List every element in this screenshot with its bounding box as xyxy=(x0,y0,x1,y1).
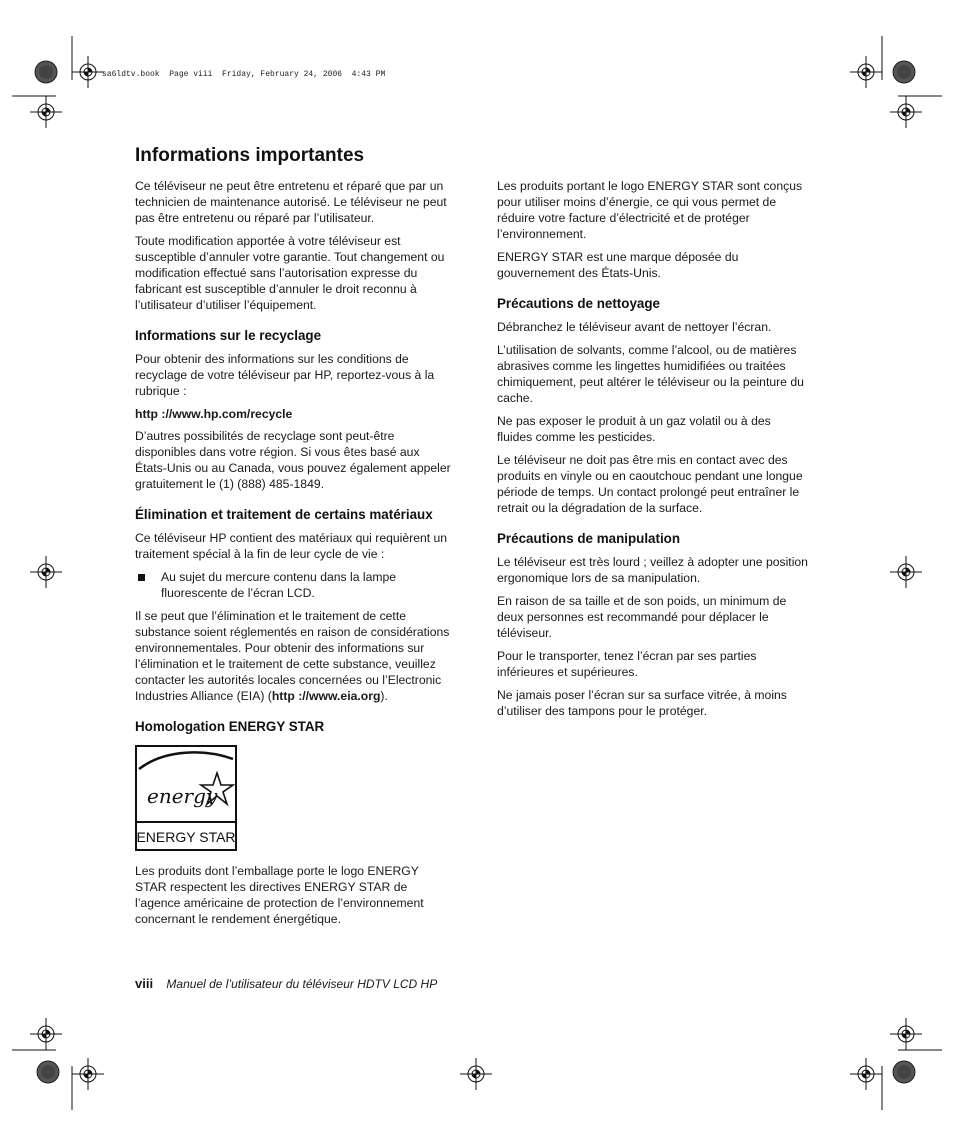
list-item xyxy=(135,569,451,601)
paragraph: Débranchez le téléviseur avant de nettoyer l’écran. xyxy=(497,320,772,334)
right-column xyxy=(497,178,809,726)
section-heading-cleaning: Précautions de nettoyage xyxy=(497,296,660,311)
page-number: viii xyxy=(135,976,154,991)
paragraph: Ce téléviseur HP contient des matériaux qui requièrent un traitement spécial à la fin de leur cycle de vie : xyxy=(135,531,448,561)
paragraph: Ne jamais poser l’écran sur sa surface vitrée, à moins d’utiliser des tampons pour le protéger. xyxy=(497,688,787,718)
eia-url: http ://www.eia.org xyxy=(271,689,381,703)
energy-script-text: energy xyxy=(147,784,218,808)
paragraph: Ne pas exposer le produit à un gaz volatil ou à des fluides comme les pesticides. xyxy=(497,414,771,444)
registration-mark-icon xyxy=(890,556,922,588)
registration-mark-icon xyxy=(850,56,882,88)
document-title: Manuel de l’utilisateur du téléviseur HDTV LCD HP xyxy=(166,977,438,991)
color-dot-icon xyxy=(35,61,57,83)
registration-mark-icon xyxy=(30,556,62,588)
paragraph: Toute modification apportée à votre téléviseur est susceptible d’annuler votre garantie. Tout changement ou modification effectué sans l’autorisation expresse du fabricant est susceptible d’annuler le droit reconnu à l’utilisateur d’utiliser l’équipement. xyxy=(135,234,445,312)
section-heading-handling: Précautions de manipulation xyxy=(497,531,681,546)
paragraph-text: Il se peut que l’élimination et le traitement de cette substance soient réglementés en raison de considérations environnementales. Pour obtenir des informations sur l’élimination et le traitement de cette substance, veuillez contacter les autorités locales concernées ou l’Electronic Industries Alliance (EIA) ( xyxy=(135,609,450,703)
registration-mark-icon xyxy=(850,1058,882,1090)
registration-mark-icon xyxy=(460,1058,492,1090)
paragraph: Pour obtenir des informations sur les conditions de recyclage de votre téléviseur par HP, reportez-vous à la rubrique : xyxy=(135,352,435,398)
page-footer xyxy=(135,976,437,991)
registration-mark-icon xyxy=(72,1058,104,1090)
registration-mark-icon xyxy=(890,1018,922,1050)
left-column xyxy=(135,178,451,934)
paragraph: Les produits dont l’emballage porte le logo ENERGY STAR respectent les directives ENERGY STAR de l’agence américaine de protection de l’environnement concernant le rendement énergétique. xyxy=(135,864,424,926)
energy-star-label: ENERGY STAR xyxy=(136,829,236,845)
paragraph: Le téléviseur ne doit pas être mis en contact avec des produits en vinyle ou en caoutchouc pendant une longue période de temps. Un contact prolongé peut entraîner le retrait ou la dégradation de la surface. xyxy=(497,453,803,515)
paragraph xyxy=(135,608,451,704)
paragraph: En raison de sa taille et de son poids, un minimum de deux personnes est recommandé pour déplacer le téléviseur. xyxy=(497,594,787,640)
paragraph: Ce téléviseur ne peut être entretenu et réparé que par un technicien de maintenance autorisé. Le téléviseur ne peut pas être entretenu ou réparé par l’utilisateur. xyxy=(135,179,447,225)
recycle-url: http ://www.hp.com/recycle xyxy=(135,407,293,421)
paragraph: Le téléviseur est très lourd ; veillez à adopter une position ergonomique lors de sa manipulation. xyxy=(497,555,808,585)
paragraph: D’autres possibilités de recyclage sont peut-être disponibles dans votre région. Si vous êtes basé aux États-Unis ou au Canada, vous pouvez également appeler gratuitement le (1) (888) 485-1849. xyxy=(135,429,451,491)
section-heading-disposal: Élimination et traitement de certains matériaux xyxy=(135,507,433,522)
paragraph: Les produits portant le logo ENERGY STAR sont conçus pour utiliser moins d’énergie, ce qui vous permet de réduire votre facture d’électricité et de protéger l’environnement. xyxy=(497,179,803,241)
registration-mark-icon xyxy=(72,56,104,88)
paragraph: Pour le transporter, tenez l’écran par ses parties inférieures et supérieures. xyxy=(497,649,757,679)
registration-mark-icon xyxy=(890,96,922,128)
paragraph-text: ). xyxy=(380,689,388,703)
color-dot-icon xyxy=(893,1061,915,1083)
registration-mark-icon xyxy=(30,1018,62,1050)
bullet-square-icon xyxy=(138,574,145,581)
section-heading-energy-star: Homologation ENERGY STAR xyxy=(135,719,325,734)
list-item-text: Au sujet du mercure contenu dans la lampe fluorescente de l’écran LCD. xyxy=(161,570,397,600)
section-heading-recycling: Informations sur le recyclage xyxy=(135,328,322,343)
energy-star-logo xyxy=(135,745,237,851)
paragraph: ENERGY STAR est une marque déposée du gouvernement des États-Unis. xyxy=(497,250,739,280)
paragraph: L’utilisation de solvants, comme l’alcool, ou de matières abrasives comme les lingettes humidifiées ou traitées chimiquement, peut altérer le téléviseur ou la peinture du cache. xyxy=(497,343,804,405)
color-dot-icon xyxy=(893,61,915,83)
page-title: Informations importantes xyxy=(135,145,365,166)
print-slug: sa6ldtv.book Page viii Friday, February 24, 2006 4:43 PM xyxy=(102,70,386,79)
registration-mark-icon xyxy=(30,96,62,128)
color-dot-icon xyxy=(37,1061,59,1083)
